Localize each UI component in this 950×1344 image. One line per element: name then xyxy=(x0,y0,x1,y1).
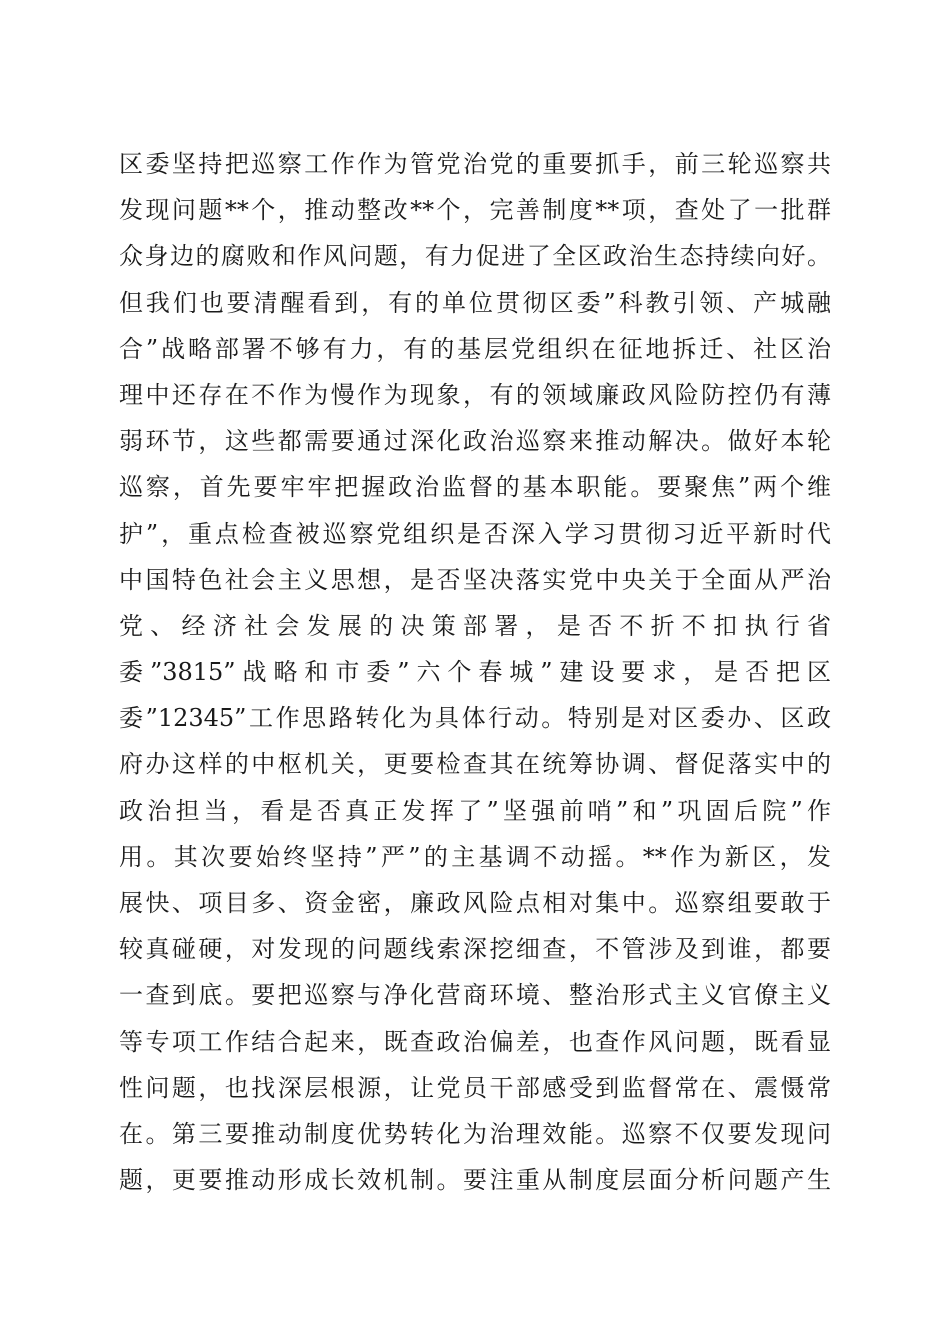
text-line-12: 委”3815”战略和市委”六个春城”建设要求，是否把区 xyxy=(119,658,831,687)
text-line-11: 党、经济社会发展的决策部署，是否不折不扣执行省 xyxy=(119,611,831,640)
text-line-21: 性问题，也找深层根源，让党员干部感受到监督常在、震慑常 xyxy=(119,1073,831,1102)
text-line-10: 中国特色社会主义思想，是否坚决落实党中央关于全面从严治 xyxy=(119,565,831,594)
text-line-2: 发现问题**个，推动整改**个，完善制度**项，查处了一批群 xyxy=(119,196,831,225)
text-line-17: 展快、项目多、资金密，廉政风险点相对集中。巡察组要敢于 xyxy=(119,889,831,917)
text-line-8: 巡察，首先要牢牢把握政治监督的基本职能。要聚焦”两个维 xyxy=(119,473,831,502)
text-line-4: 但我们也要清醒看到，有的单位贯彻区委”科教引领、产城融 xyxy=(119,288,831,317)
text-line-19: 一查到底。要把巡察与净化营商环境、整治形式主义官僚主义 xyxy=(119,981,831,1010)
text-line-5: 合”战略部署不够有力，有的基层党组织在征地拆迁、社区治 xyxy=(119,334,831,363)
text-line-6: 理中还存在不作为慢作为现象，有的领域廉政风险防控仍有薄 xyxy=(119,380,831,409)
text-line-7: 弱环节，这些都需要通过深化政治巡察来推动解决。做好本轮 xyxy=(119,427,831,456)
text-line-3: 众身边的腐败和作风问题，有力促进了全区政治生态持续向好。 xyxy=(119,242,831,271)
text-line-9: 护”，重点检查被巡察党组织是否深入学习贯彻习近平新时代 xyxy=(119,519,831,548)
body-paragraph xyxy=(119,141,831,1203)
text-line-14: 府办这样的中枢机关，更要检查其在统筹协调、督促落实中的 xyxy=(119,750,831,779)
text-line-16: 用。其次要始终坚持”严”的主基调不动摇。**作为新区，发 xyxy=(119,842,831,871)
text-line-22: 在。第三要推动制度优势转化为治理效能。巡察不仅要发现问 xyxy=(119,1119,831,1148)
text-line-18: 较真碰硬，对发现的问题线索深挖细查，不管涉及到谁，都要 xyxy=(119,935,831,964)
text-line-23: 题，更要推动形成长效机制。要注重从制度层面分析问题产生 xyxy=(119,1166,831,1195)
text-line-1: 区委坚持把巡察工作作为管党治党的重要抓手，前三轮巡察共 xyxy=(119,150,831,178)
text-line-15: 政治担当，看是否真正发挥了”坚强前哨”和”巩固后院”作 xyxy=(119,796,831,825)
text-line-20: 等专项工作结合起来，既查政治偏差，也查作风问题，既看显 xyxy=(119,1027,831,1056)
text-line-13: 委”12345”工作思路转化为具体行动。特别是对区委办、区政 xyxy=(119,704,831,733)
